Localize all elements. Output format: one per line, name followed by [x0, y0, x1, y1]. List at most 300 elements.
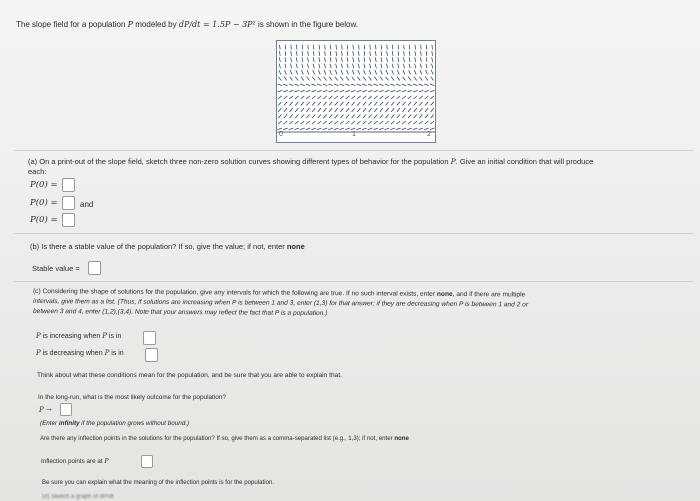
- slope-segment: [330, 70, 332, 74]
- slope-segment: [369, 102, 372, 106]
- slope-segment: [328, 90, 333, 92]
- slope-segment: [374, 77, 377, 81]
- inflection-none: none: [394, 435, 409, 442]
- slope-segment: [364, 51, 365, 56]
- slope-segment: [347, 64, 348, 69]
- slope-segment: [341, 64, 342, 69]
- slope-segment: [317, 90, 322, 92]
- slope-segment: [290, 114, 293, 118]
- slope-segment: [290, 77, 293, 81]
- slope-segment: [430, 84, 434, 86]
- slope-segment: [385, 121, 389, 124]
- slope-segment: [375, 45, 376, 50]
- slope-segment: [381, 57, 382, 62]
- slope-segment: [396, 84, 400, 86]
- slope-segment: [323, 108, 326, 112]
- slope-segment: [340, 121, 344, 124]
- slope-segment: [301, 121, 305, 124]
- slope-segment: [285, 51, 286, 56]
- decreasing-in: is in: [111, 350, 124, 357]
- slope-segment: [425, 102, 428, 106]
- intro-text: [16, 20, 358, 29]
- slope-segment: [391, 108, 394, 112]
- slope-segment: [426, 45, 427, 50]
- part-b-text: (b) Is there a stable value of the population? If so, give the value; if not, enter: [30, 242, 285, 251]
- slope-segment: [431, 114, 434, 118]
- slope-segment: [279, 57, 280, 62]
- slope-segment: [295, 102, 298, 106]
- decreasing-input[interactable]: [145, 348, 158, 362]
- slope-segment: [353, 64, 354, 69]
- slope-segment: [300, 84, 304, 86]
- slope-segment: [329, 114, 332, 118]
- part-c-line3: between 3 and 4, enter (1,2),(3,4). Note that your answers may reflect the fact that P is a population.): [32, 308, 328, 318]
- increasing-p2: P: [102, 332, 107, 340]
- slope-segment: [421, 51, 422, 56]
- slope-segment: [379, 90, 384, 92]
- slope-segment: [414, 108, 417, 112]
- intro-equation: dP/dt = 1.5P − 3P²: [178, 20, 256, 29]
- slope-segment: [398, 51, 399, 56]
- slope-segment: [353, 51, 354, 56]
- slope-segment: [340, 96, 344, 99]
- slope-segment: [359, 45, 360, 50]
- slope-segment: [283, 90, 288, 92]
- slope-segment: [334, 96, 338, 99]
- slope-segment: [390, 84, 394, 86]
- slope-segment: [397, 114, 400, 118]
- slope-segment: [306, 84, 310, 86]
- slope-segment: [386, 108, 389, 112]
- slope-segment: [413, 84, 417, 86]
- slope-segment: [306, 128, 311, 130]
- slope-segment: [426, 57, 427, 62]
- slope-segment: [380, 114, 383, 118]
- slope-segment: [280, 45, 281, 50]
- slope-segment: [311, 84, 315, 86]
- slope-segment: [408, 114, 411, 118]
- inflection-question-text: Are there any inflection points in the solutions for the population? If so, give them as a comma-separated list (e.g., 1,3); if not, enter: [40, 435, 393, 442]
- slope-segment: [340, 128, 345, 130]
- slope-segment: [351, 128, 356, 130]
- slope-segment: [370, 51, 371, 56]
- slope-segment: [368, 90, 373, 92]
- slope-segment: [391, 96, 395, 99]
- slope-segment: [357, 77, 360, 81]
- slope-segment: [334, 128, 339, 130]
- think-text: Think about what these conditions mean for the population, and be sure that you are able to explain that.: [37, 372, 342, 379]
- slope-segment: [347, 57, 348, 62]
- increasing-label: is increasing when: [42, 333, 101, 340]
- part-c-text-end: , and if there are multiple: [452, 290, 526, 299]
- slope-segment: [296, 51, 297, 56]
- slope-segment: [294, 90, 299, 92]
- slope-segment: [284, 77, 287, 81]
- increasing-row: [36, 332, 121, 340]
- slope-segment: [402, 114, 405, 118]
- slope-segment: [381, 45, 382, 50]
- slope-segment: [430, 90, 435, 92]
- slope-segment: [345, 84, 349, 86]
- limit-input[interactable]: [60, 403, 72, 416]
- slope-segment: [335, 114, 338, 118]
- slope-segment: [420, 64, 421, 69]
- slope-segment: [340, 108, 343, 112]
- slope-segment: [415, 57, 416, 62]
- slope-segment: [290, 102, 293, 106]
- slope-segment: [358, 51, 359, 56]
- slope-segment: [278, 77, 281, 81]
- slope-segment: [396, 90, 401, 92]
- slope-segment: [364, 57, 365, 62]
- slope-segment: [353, 45, 354, 50]
- part-b-question: [30, 242, 305, 251]
- slope-segment: [346, 108, 349, 112]
- slope-segment: [362, 90, 367, 92]
- slope-segment: [373, 90, 378, 92]
- slope-segment: [284, 114, 287, 118]
- slope-segment: [307, 108, 310, 112]
- slope-segment: [308, 45, 309, 50]
- slope-segment: [424, 128, 429, 130]
- slope-segment: [364, 70, 366, 74]
- cut-off-text: (d) Sketch a graph of dP/dt: [42, 494, 114, 500]
- slope-segment: [381, 51, 382, 56]
- slope-segment: [295, 121, 299, 124]
- slope-segment: [278, 128, 283, 130]
- slope-segment: [319, 45, 320, 50]
- slope-segment: [419, 90, 424, 92]
- slope-segment: [380, 70, 382, 74]
- part-a-text-start: (a) On a print-out of the slope field, sketch three non-zero solution curves showing different types of behavior for the population: [28, 157, 449, 166]
- intro-p-symbol: P: [127, 20, 134, 29]
- slope-segment: [357, 128, 362, 130]
- slope-segment: [357, 114, 360, 118]
- slope-segment: [387, 57, 388, 62]
- axis-label-2: 2: [427, 131, 431, 138]
- slope-segment: [345, 128, 350, 130]
- slope-segment: [424, 90, 429, 92]
- slope-segment: [325, 51, 326, 56]
- slope-segment: [425, 121, 429, 124]
- slope-segment: [323, 102, 326, 106]
- slope-segment: [318, 114, 321, 118]
- axis-label-0: 0: [279, 131, 283, 138]
- slope-segment: [285, 57, 286, 62]
- slope-segment: [289, 121, 293, 124]
- slope-segment: [380, 102, 383, 106]
- slope-segment: [313, 51, 314, 56]
- slope-segment: [283, 84, 287, 86]
- slope-segment: [415, 45, 416, 50]
- slope-segment: [426, 70, 428, 74]
- slope-segment: [319, 64, 320, 69]
- slope-segment: [278, 114, 281, 118]
- increasing-in: is in: [108, 333, 122, 340]
- slope-segment: [385, 96, 389, 99]
- slope-segment: [362, 84, 366, 86]
- slope-segment: [328, 84, 332, 86]
- slope-segment: [317, 128, 322, 130]
- slope-segment: [402, 102, 405, 106]
- stable-value-label: Stable value =: [32, 264, 80, 273]
- slope-segment: [402, 84, 406, 86]
- slope-segment: [375, 57, 376, 62]
- ic-label-2: P(0) =: [30, 198, 58, 208]
- slope-segment: [419, 108, 422, 112]
- slope-segment: [374, 121, 378, 124]
- inflection-input[interactable]: [141, 455, 153, 468]
- slope-segment: [403, 64, 404, 69]
- slope-segment: [285, 64, 286, 69]
- slope-segment: [373, 128, 378, 130]
- slope-segment: [334, 121, 338, 124]
- slope-segment: [295, 114, 298, 118]
- slope-segment: [289, 90, 294, 92]
- slope-segment: [336, 51, 337, 56]
- decreasing-p2: P: [104, 349, 110, 357]
- slope-segment: [313, 64, 314, 69]
- slope-segment: [312, 96, 316, 99]
- slope-segment: [296, 70, 298, 74]
- slope-segment: [311, 128, 316, 130]
- slope-segment: [301, 102, 304, 106]
- slope-segment: [351, 90, 356, 92]
- slope-segment: [408, 108, 411, 112]
- slope-segment: [432, 57, 433, 62]
- slope-segment: [346, 96, 350, 99]
- slope-segment: [404, 51, 405, 56]
- slope-segment: [419, 84, 423, 86]
- slope-segment: [329, 96, 333, 99]
- slope-segment: [296, 64, 297, 69]
- slope-segment: [374, 96, 378, 99]
- slope-segment: [362, 128, 367, 130]
- slope-segment: [363, 121, 367, 124]
- slope-segment: [391, 114, 394, 118]
- slope-segment: [346, 102, 349, 106]
- part-a-line1: [28, 157, 593, 166]
- inflection-question: [40, 435, 409, 442]
- slope-segment: [415, 51, 416, 56]
- slope-segment: [317, 96, 321, 99]
- infinity-hint: [40, 420, 189, 427]
- slope-segment: [290, 64, 291, 69]
- slope-segment: [402, 121, 406, 124]
- slope-segment: [358, 57, 359, 62]
- slope-segment: [347, 70, 349, 74]
- slope-segment: [426, 64, 427, 69]
- slope-segment: [391, 77, 394, 81]
- slope-segment: [302, 45, 303, 50]
- slope-segment: [302, 64, 303, 69]
- slope-segment: [323, 90, 328, 92]
- slope-segment: [421, 45, 422, 50]
- slope-segment: [352, 77, 355, 81]
- slope-segment: [312, 114, 315, 118]
- slope-segment: [294, 128, 299, 130]
- slope-segment: [307, 77, 310, 81]
- inflection-label-text: Inflection points are at: [41, 458, 103, 465]
- slope-segment: [368, 128, 373, 130]
- increasing-input[interactable]: [143, 331, 156, 345]
- slope-segment: [391, 102, 394, 106]
- slope-segment: [398, 64, 399, 69]
- slope-segment: [407, 90, 412, 92]
- limit-label: P →: [39, 406, 52, 414]
- slope-segment: [352, 70, 354, 74]
- slope-segment: [396, 128, 401, 130]
- slope-segment: [318, 77, 321, 81]
- slope-segment: [368, 84, 372, 86]
- slope-segment: [278, 90, 283, 92]
- slope-segment: [385, 114, 388, 118]
- slope-segment: [295, 108, 298, 112]
- infinity-hint-start: (Enter: [40, 420, 58, 427]
- slope-segment: [402, 96, 406, 99]
- slope-segment: [306, 121, 310, 124]
- slope-segment: [346, 121, 350, 124]
- slope-segment: [308, 57, 309, 62]
- slope-segment: [425, 77, 428, 81]
- slope-segment: [357, 84, 361, 86]
- part-c-line2: intervals, give them as a list. (Thus, if solutions are increasing when P is between 1 and 3, enter (1,3) for that answer; if they are decreasing when P is between 1 and 2 or: [32, 298, 529, 309]
- slope-segment: [312, 102, 315, 106]
- slope-segment: [323, 128, 328, 130]
- slope-segment: [387, 51, 388, 56]
- slope-segment: [392, 45, 393, 50]
- long-run-question: In the long-run, what is the most likely outcome for the population?: [38, 394, 226, 401]
- slope-segment: [363, 108, 366, 112]
- slope-segment: [324, 64, 325, 69]
- slope-segment: [402, 108, 405, 112]
- slope-segment: [380, 108, 383, 112]
- slope-segment: [319, 51, 320, 56]
- decreasing-label: is decreasing when: [42, 350, 103, 357]
- slope-segment: [330, 51, 331, 56]
- inflection-p: P: [104, 458, 109, 465]
- slope-segment: [396, 96, 400, 99]
- slope-segment: [335, 108, 338, 112]
- slope-segment: [347, 45, 348, 50]
- slope-segment: [431, 102, 434, 106]
- slope-segment: [409, 57, 410, 62]
- slope-segment: [312, 108, 315, 112]
- slope-segment: [306, 90, 311, 92]
- slope-segment: [358, 70, 360, 74]
- slope-field-plot: [277, 41, 435, 142]
- slope-segment: [374, 114, 377, 118]
- slope-segment: [284, 108, 287, 112]
- slope-segment: [285, 70, 287, 74]
- slope-segment: [340, 114, 343, 118]
- slope-segment: [334, 84, 338, 86]
- ic-input-2[interactable]: [62, 196, 75, 210]
- slope-segment: [413, 96, 417, 99]
- slope-segment: [398, 57, 399, 62]
- slope-segment: [342, 45, 343, 50]
- slope-segment: [357, 108, 360, 112]
- slope-segment: [369, 77, 372, 81]
- slope-segment: [295, 77, 298, 81]
- slope-segment: [431, 108, 434, 112]
- slope-segment: [342, 51, 343, 56]
- slope-segment: [346, 114, 349, 118]
- slope-segment: [330, 45, 331, 50]
- slope-segment: [414, 77, 417, 81]
- slope-segment: [380, 77, 383, 81]
- slope-segment: [392, 51, 393, 56]
- explain-text: Be sure you can explain what the meaning of the inflection points is for the population.: [42, 479, 275, 486]
- slope-segment: [330, 64, 331, 69]
- slope-segment: [295, 96, 299, 99]
- infinity-word: infinity: [58, 420, 80, 427]
- slope-segment: [385, 128, 390, 130]
- stable-value-input[interactable]: [88, 261, 101, 275]
- slope-segment: [375, 70, 377, 74]
- ic-label-1: P(0) =: [30, 180, 58, 190]
- slope-segment: [369, 70, 371, 74]
- slope-segment: [302, 51, 303, 56]
- slope-segment: [289, 84, 293, 86]
- slope-segment: [324, 70, 326, 74]
- slope-segment: [357, 96, 361, 99]
- ic-input-3[interactable]: [62, 213, 75, 227]
- slope-segment: [296, 45, 297, 50]
- slope-segment: [291, 45, 292, 50]
- slope-field-figure: [276, 40, 436, 143]
- slope-segment: [352, 108, 355, 112]
- slope-segment: [312, 121, 316, 124]
- slope-segment: [408, 77, 411, 81]
- slope-segment: [318, 70, 320, 74]
- slope-segment: [430, 121, 434, 124]
- slope-segment: [363, 96, 367, 99]
- ic-input-1[interactable]: [62, 178, 75, 192]
- slope-segment: [312, 77, 315, 81]
- slope-segment: [368, 121, 372, 124]
- slope-segment: [425, 96, 429, 99]
- slope-segment: [407, 84, 411, 86]
- slope-segment: [409, 45, 410, 50]
- slope-segment: [408, 102, 411, 106]
- slope-segment: [317, 121, 321, 124]
- slope-segment: [426, 51, 427, 56]
- decreasing-p: P: [36, 349, 41, 357]
- slope-segment: [419, 121, 423, 124]
- slope-segment: [347, 51, 348, 56]
- slope-segment: [369, 64, 370, 69]
- slope-segment: [364, 64, 365, 69]
- slope-segment: [425, 114, 428, 118]
- slope-segment: [325, 57, 326, 62]
- slope-segment: [352, 102, 355, 106]
- part-a-text-end: . Give an initial condition that will produce: [455, 157, 594, 166]
- divider-a: [14, 150, 694, 151]
- slope-segment: [313, 70, 315, 74]
- slope-segment: [289, 128, 294, 130]
- slope-segment: [306, 114, 309, 118]
- slope-segment: [390, 128, 395, 130]
- slope-segment: [341, 57, 342, 62]
- slope-segment: [404, 57, 405, 62]
- slope-segment: [300, 90, 305, 92]
- divider-b: [14, 233, 694, 234]
- slope-segment: [363, 102, 366, 106]
- slope-segment: [369, 114, 372, 118]
- part-a-line2: each:: [28, 167, 47, 176]
- slope-segment: [345, 90, 350, 92]
